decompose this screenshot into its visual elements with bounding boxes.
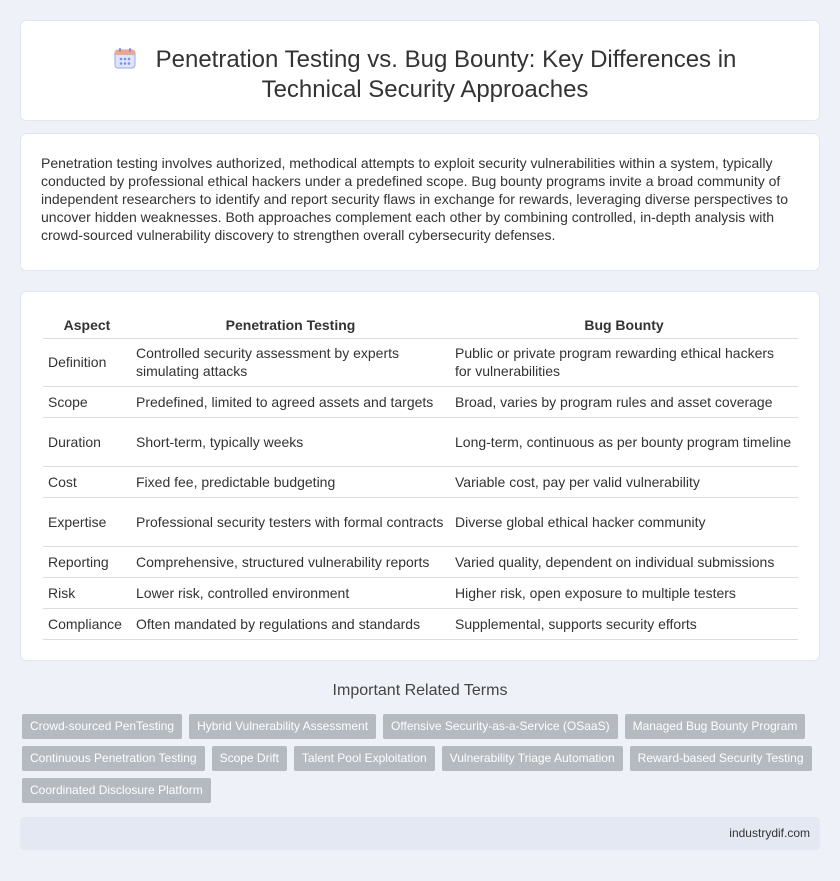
- related-term-tag[interactable]: Continuous Penetration Testing: [22, 746, 205, 771]
- cell-penetration-testing: Professional security testers with formal contracts: [131, 497, 450, 546]
- footer-site-link[interactable]: industrydif.com: [729, 826, 810, 840]
- cell-bug-bounty: Supplemental, supports security efforts: [450, 608, 798, 639]
- table-row: [43, 546, 798, 577]
- table-header-row: [43, 312, 798, 338]
- cell-aspect: Reporting: [43, 546, 131, 577]
- table-row: [43, 608, 798, 639]
- related-terms-title: Important Related Terms: [332, 682, 508, 699]
- footer: [20, 817, 820, 850]
- related-term-tag[interactable]: Reward-based Security Testing: [630, 746, 812, 771]
- cell-bug-bounty: Public or private program rewarding ethical hackers for vulnerabilities: [450, 338, 798, 386]
- intro-paragraph: Penetration testing involves authorized, methodical attempts to exploit security vulnerabilities within a system, typically conducted by professional ethical hackers under a predefined scope. Bug bounty programs invite a broad community of independent researchers to identify and report security flaws in exchange for rewards, leveraging diverse perspectives to uncover hidden weaknesses. Both approaches complement each other by combining controlled, in-depth analysis with crowd-sourced vulnerability discovery to strengthen overall cybersecurity defenses.: [41, 155, 789, 243]
- title-card: [20, 20, 820, 121]
- table-row: [43, 497, 798, 546]
- table-row: [43, 577, 798, 608]
- cell-bug-bounty: Variable cost, pay per valid vulnerability: [450, 466, 798, 497]
- cell-aspect: Risk: [43, 577, 131, 608]
- related-terms-list: [22, 714, 822, 810]
- comparison-card: [20, 291, 820, 661]
- cell-aspect: Cost: [43, 466, 131, 497]
- cell-penetration-testing: Comprehensive, structured vulnerability reports: [131, 546, 450, 577]
- related-term-tag[interactable]: Vulnerability Triage Automation: [442, 746, 623, 771]
- comparison-table: [43, 312, 798, 640]
- header-penetration-testing: Penetration Testing: [131, 312, 450, 338]
- table-row: [43, 338, 798, 386]
- header-bug-bounty: Bug Bounty: [450, 312, 798, 338]
- table-row: [43, 386, 798, 417]
- cell-aspect: Definition: [43, 338, 131, 386]
- cell-bug-bounty: Long-term, continuous as per bounty program timeline: [450, 417, 798, 466]
- cell-bug-bounty: Diverse global ethical hacker community: [450, 497, 798, 546]
- related-term-tag[interactable]: Crowd-sourced PenTesting: [22, 714, 182, 739]
- related-term-tag[interactable]: Managed Bug Bounty Program: [625, 714, 806, 739]
- page-title: Penetration Testing vs. Bug Bounty: Key Differences in Technical Security Approaches: [155, 46, 737, 103]
- table-row: [43, 466, 798, 497]
- cell-aspect: Compliance: [43, 608, 131, 639]
- cell-aspect: Duration: [43, 417, 131, 466]
- related-term-tag[interactable]: Offensive Security-as-a-Service (OSaaS): [383, 714, 618, 739]
- calendar-icon: [114, 47, 136, 69]
- cell-aspect: Expertise: [43, 497, 131, 546]
- intro-card: [20, 133, 820, 271]
- cell-penetration-testing: Fixed fee, predictable budgeting: [131, 466, 450, 497]
- table-row: [43, 417, 798, 466]
- header-aspect: Aspect: [43, 312, 131, 338]
- cell-aspect: Scope: [43, 386, 131, 417]
- cell-penetration-testing: Predefined, limited to agreed assets and targets: [131, 386, 450, 417]
- related-term-tag[interactable]: Coordinated Disclosure Platform: [22, 778, 211, 803]
- related-term-tag[interactable]: Hybrid Vulnerability Assessment: [189, 714, 376, 739]
- cell-penetration-testing: Lower risk, controlled environment: [131, 577, 450, 608]
- cell-bug-bounty: Varied quality, dependent on individual submissions: [450, 546, 798, 577]
- related-term-tag[interactable]: Scope Drift: [212, 746, 287, 771]
- cell-penetration-testing: Often mandated by regulations and standards: [131, 608, 450, 639]
- cell-bug-bounty: Higher risk, open exposure to multiple testers: [450, 577, 798, 608]
- related-term-tag[interactable]: Talent Pool Exploitation: [294, 746, 435, 771]
- cell-penetration-testing: Short-term, typically weeks: [131, 417, 450, 466]
- cell-bug-bounty: Broad, varies by program rules and asset coverage: [450, 386, 798, 417]
- cell-penetration-testing: Controlled security assessment by experts simulating attacks: [131, 338, 450, 386]
